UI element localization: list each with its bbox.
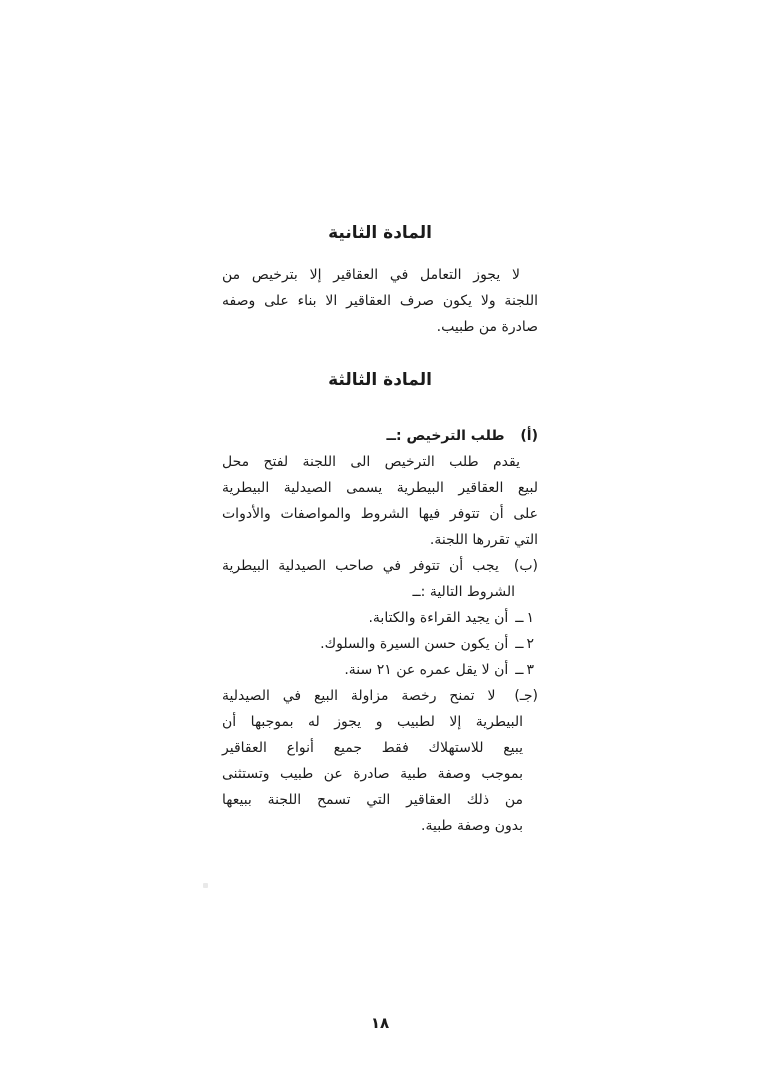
condition-text: أن يكون حسن السيرة والسلوك. (320, 636, 509, 652)
item-c-paragraph (222, 683, 538, 839)
text-line (222, 553, 538, 579)
item-b-marker: (ب) (513, 558, 538, 574)
condition-row (222, 605, 538, 631)
text-line: صادرة من طبيب. (436, 319, 538, 335)
condition-dash: ــ (515, 636, 524, 652)
page-number: ١٨ (370, 1014, 390, 1032)
condition-number: ١ (526, 610, 534, 626)
text-line: التي تقررها اللجنة. (429, 532, 538, 548)
item-c-marker: (جـ) (514, 688, 538, 704)
text-line: اللجنة ولا يكون صرف العقاقير الا بناء على وصفه (222, 293, 538, 309)
condition-row (222, 631, 538, 657)
condition-text: أن لا يقل عمره عن ٢١ سنة. (344, 662, 509, 678)
item-a-heading: طلب الترخيص :ــ (386, 428, 505, 444)
text-line: على أن تتوفر فيها الشروط والمواصفات والأدوات (222, 506, 538, 522)
text-line (222, 683, 538, 709)
text-line: يقدم طلب الترخيص الى اللجنة لفتح محل (222, 454, 520, 470)
article-two-title: المادة الثانية (328, 223, 432, 243)
item-c-text: لا تمنح رخصة مزاولة البيع في الصيدلية (222, 688, 496, 704)
text-line: بدون وصفة طبية. (421, 818, 523, 834)
item-a-paragraph (222, 449, 538, 553)
item-a-heading-line (222, 423, 538, 449)
condition-dash: ــ (515, 610, 524, 626)
item-b-text: يجب أن تتوفر في صاحب الصيدلية البيطرية (222, 558, 499, 574)
condition-dash: ــ (515, 662, 524, 678)
condition-row (222, 657, 538, 683)
condition-text: أن يجيد القراءة والكتابة. (368, 610, 509, 626)
text-column (222, 221, 538, 839)
condition-number: ٣ (526, 662, 534, 678)
text-line: من ذلك العقاقير التي تسمح اللجنة ببيعها (222, 792, 523, 808)
item-a-marker: (أ) (520, 428, 538, 444)
scan-artifact-speck (203, 883, 208, 888)
article-two-paragraph (222, 262, 538, 340)
text-line: بموجب وصفة طبية صادرة عن طبيب وتستثنى (222, 766, 523, 782)
text-line: الشروط التالية :ــ (412, 584, 515, 600)
condition-number: ٢ (526, 636, 534, 652)
text-line: البيطرية إلا لطبيب و يجوز له بموجبها أن (222, 714, 523, 730)
text-line: لا يجوز التعامل في العقاقير إلا بترخيص من (222, 267, 520, 283)
article-three-title: المادة الثالثة (328, 370, 432, 390)
text-line: يبيع للاستهلاك فقط جميع أنواع العقاقير (222, 740, 523, 756)
text-line: لبيع العقاقير البيطرية يسمى الصيدلية البيطرية (222, 480, 538, 496)
item-b-paragraph (222, 553, 538, 605)
